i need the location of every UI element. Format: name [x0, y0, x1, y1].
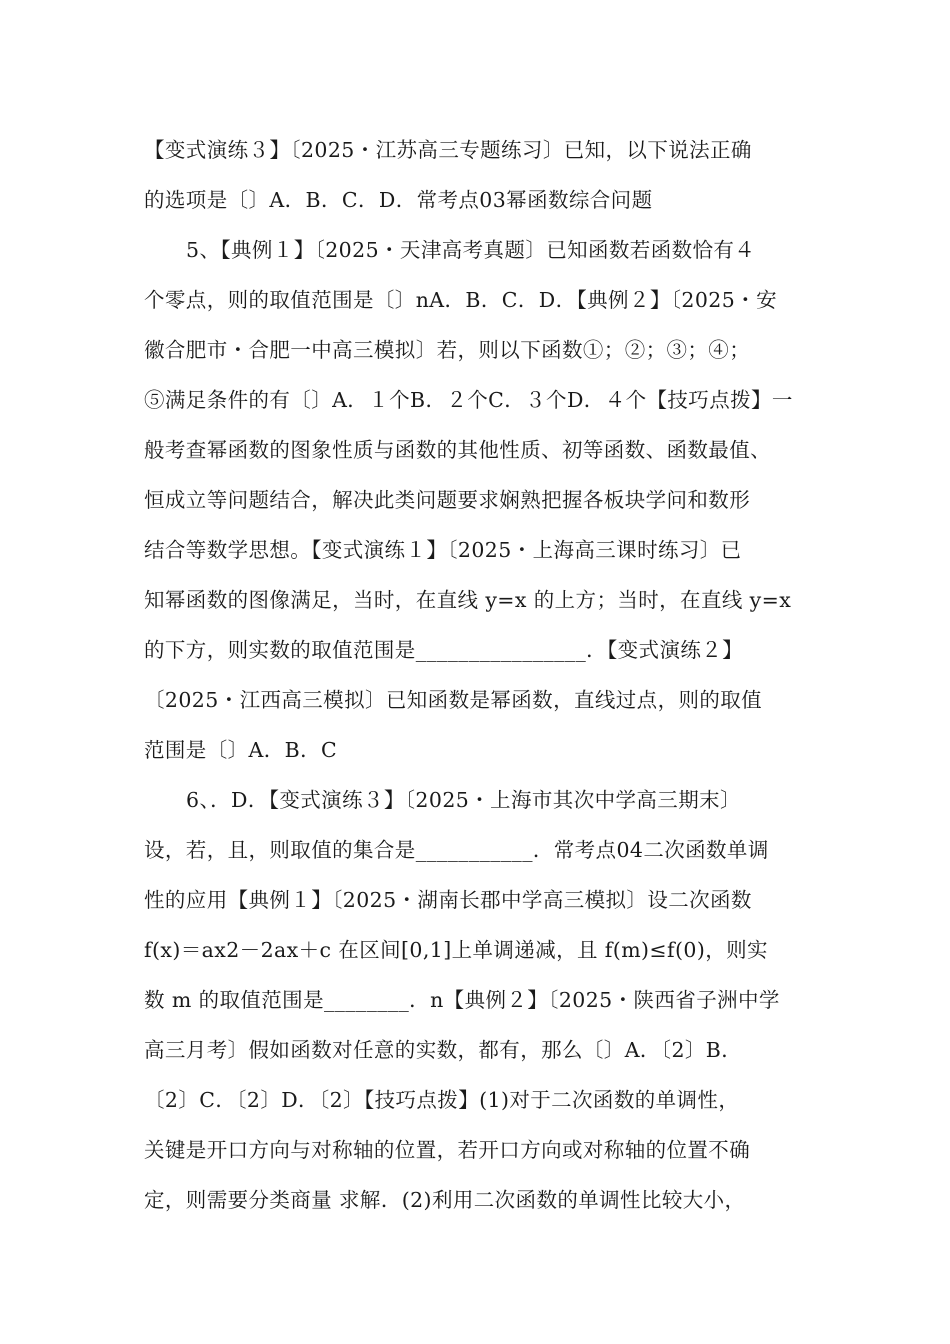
text-line: 般考查幂函数的图象性质与函数的其他性质、初等函数、函数最值、	[144, 438, 771, 462]
text-line: 〔2〕C．〔2〕D．〔2〕【技巧点拨】(1)对于二次函数的单调性，	[144, 1088, 740, 1112]
text-line: 结合等数学思想。【变式演练１】〔2025・上海高三课时练习〕已	[144, 538, 742, 562]
text-line: f(x)＝ax2－2ax＋c 在区间[0,1]上单调递减，且 f(m)≤f(0)，则实	[144, 938, 768, 962]
text-line: 的下方，则实数的取值范围是________________．【变式演练２】	[144, 638, 744, 662]
text-line: 【变式演练３】〔2025・江苏高三专题练习〕已知，以下说法正确	[144, 138, 752, 162]
text-line: 〔2025・江西高三模拟〕已知函数是幂函数，直线过点，则的取值	[144, 688, 763, 712]
text-line: 性的应用【典例１】〔2025・湖南长郡中学高三模拟〕设二次函数	[144, 888, 752, 912]
text-line: 的选项是〔〕A．B．C．D．常考点03幂函数综合问题	[144, 188, 653, 212]
text-line: 徽合肥市・合肥一中高三模拟〕若，则以下函数①；②；③；④；	[144, 338, 751, 362]
text-line: 数 m 的取值范围是________．n【典例２】〔2025・陕西省子洲中学	[144, 988, 780, 1012]
text-line: 设，若，且，则取值的集合是___________．常考点04二次函数单调	[144, 838, 769, 862]
text-line: 恒成立等问题结合，解决此类问题要求娴熟把握各板块学问和数形	[144, 488, 751, 512]
text-line: 5、【典例１】〔2025・天津高考真题〕已知函数若函数恰有４	[186, 238, 756, 262]
text-line: 关键是开口方向与对称轴的位置，若开口方向或对称轴的位置不确	[144, 1138, 751, 1162]
text-line: 知幂函数的图像满足，当时，在直线 y=x 的上方；当时，在直线 y=x	[144, 588, 792, 612]
text-line: ⑤满足条件的有〔〕A．１个B．２个C．３个D．４个【技巧点拨】一	[144, 388, 793, 412]
text-line: 个零点，则的取值范围是〔〕nA．B．C．D．【典例２】〔2025・安	[144, 288, 777, 312]
text-line: 6、．D．【变式演练３】〔2025・上海市其次中学高三期末〕	[186, 788, 741, 812]
text-line: 高三月考〕假如函数对任意的实数，都有，那么〔〕A．〔2〕B．	[144, 1038, 743, 1062]
text-line: 定，则需要分类商量 求解．(2)利用二次函数的单调性比较大小，	[144, 1188, 746, 1212]
text-line: 范围是〔〕A．B．C	[144, 738, 338, 762]
